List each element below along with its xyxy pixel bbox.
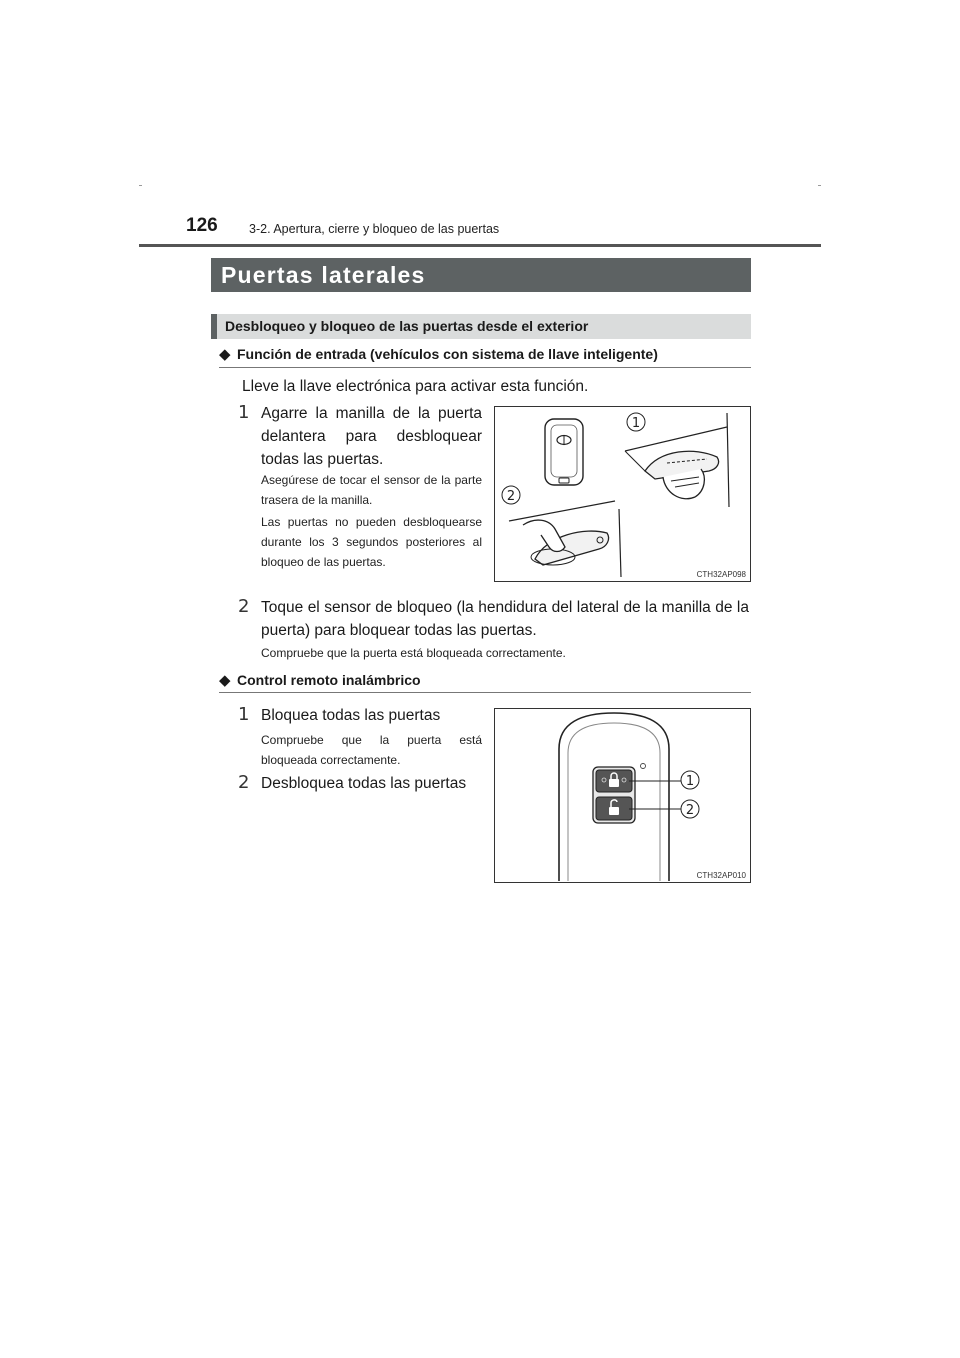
step-note: Compruebe que la puerta está bloqueada correctamente.: [261, 646, 566, 660]
callout-label: 1: [685, 774, 695, 789]
topic-rule: [219, 692, 751, 693]
step-number: 2: [238, 596, 250, 617]
topic-heading-entry-function: [219, 345, 751, 363]
figure-door-handle: [494, 406, 751, 582]
crop-mark: [818, 185, 821, 186]
step-text: Desbloquea todas las puertas: [261, 775, 467, 792]
step-number: 2: [238, 772, 250, 793]
header-rule: [139, 244, 821, 247]
step-note: Asegúrese de tocar el sensor de la parte trasera de la manilla.: [261, 473, 482, 507]
crop-mark: [139, 185, 142, 186]
step-number: 1: [238, 704, 250, 725]
page-number: 126: [186, 215, 218, 236]
step-note: Compruebe que la puerta está bloqueada correctamente.: [261, 733, 482, 767]
topic-heading-text: Función de entrada (vehículos con sistema de llave inteligente): [237, 346, 658, 362]
step-note: Las puertas no pueden desbloquearse durante los 3 segundos posteriores al bloqueo de las puertas.: [261, 515, 482, 569]
callout-label: 2: [506, 489, 516, 504]
entry-intro: Lleve la llave electrónica para activar esta función.: [242, 378, 589, 395]
topic-heading-text: Control remoto inalámbrico: [237, 672, 421, 688]
step-text: Bloquea todas las puertas: [261, 707, 441, 724]
door-handle-illustration: [495, 407, 752, 583]
figure-code: CTH32AP098: [696, 570, 746, 579]
wireless-remote-key-icon: [559, 713, 669, 881]
section-title: Puertas laterales: [211, 258, 751, 292]
callout-label: 2: [685, 803, 695, 818]
diamond-bullet-icon: ◆: [219, 672, 231, 689]
lock-sensor-touch-icon: [509, 501, 621, 577]
breadcrumb: 3-2. Apertura, cierre y bloqueo de las puertas: [249, 222, 500, 236]
smart-key-icon: [545, 419, 583, 485]
topic-rule: [219, 367, 751, 368]
figure-remote-control: [494, 708, 751, 883]
remote-key-illustration: [495, 709, 752, 884]
diamond-bullet-icon: ◆: [219, 346, 231, 363]
figure-code: CTH32AP010: [696, 871, 746, 880]
step-text: Agarre la manilla de la puerta delantera para desbloquear todas las puertas.: [261, 405, 482, 468]
topic-heading-remote: [219, 671, 751, 689]
callout-label: 1: [631, 416, 641, 431]
step-text: Toque el sensor de bloqueo (la hendidura del lateral de la manilla de la puerta) para bloquear todas las puertas.: [261, 599, 749, 639]
step-number: 1: [238, 402, 250, 423]
subsection-title: Desbloqueo y bloqueo de las puertas desde el exterior: [211, 314, 751, 339]
